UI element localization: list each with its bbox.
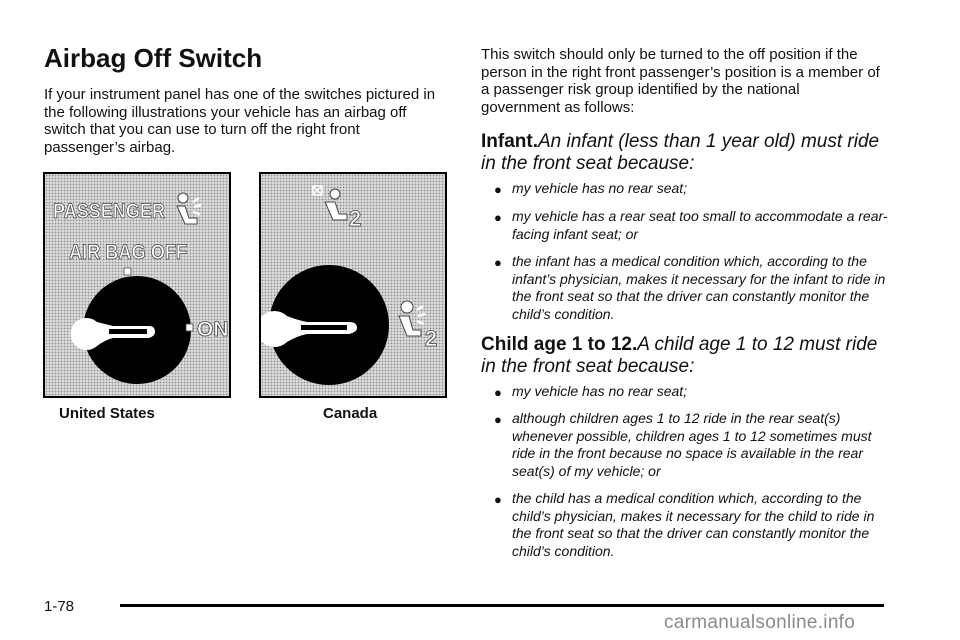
child-bullet-list — [481, 0, 901, 640]
off-indicator — [124, 268, 131, 275]
list-item: ● my vehicle has no rear seat; — [494, 180, 688, 197]
list-item: ● the infant has a medical condition which, according to the infant’s physician, makes it necessary for the infant to ride in the front seat so that the driver can constantly monitor the child’s condition. — [494, 253, 886, 322]
footer-rule — [120, 604, 884, 607]
list-item: ● the child has a medical condition which, according to the child’s physician, makes it necessary for the child to ride in the front seat so that the driver can constantly monitor the child’s condition. — [494, 490, 875, 559]
on-indicator — [186, 324, 193, 331]
airbag-off-label: AIR BAG OFF — [69, 241, 188, 264]
list-item: ● although children ages 1 to 12 ride in the rear seat(s) whenever possible, children ages 1 to 12 sometimes must ride in the front because no space is available in the rear seat(s) of my vehicle; or — [494, 410, 872, 479]
page-number: 1-78 — [44, 598, 75, 615]
passenger-airbag-icon — [177, 193, 201, 224]
watermark: carmanualsonline.info — [664, 612, 856, 633]
passenger-airbag-on-icon — [399, 301, 437, 351]
intro-paragraph: If your instrument panel has one of the switches pictured in the following illustrations your vehicle has an airbag off switch that you can use to turn off the right front passenger’s airbag. — [44, 86, 436, 156]
canada-badge-top: 2 — [349, 206, 362, 231]
passenger-label: PASSENGER — [53, 200, 165, 223]
child-heading: Child age 1 to 12. — [481, 334, 638, 355]
us-caption: United States — [59, 405, 155, 422]
infant-heading: Infant. — [481, 131, 538, 152]
us-switch-illustration — [43, 172, 231, 398]
canada-caption: Canada — [323, 405, 378, 422]
list-item: ● my vehicle has no rear seat; — [494, 383, 688, 400]
passenger-airbag-off-icon — [313, 186, 361, 231]
canada-badge-right: 2 — [425, 326, 438, 351]
page-title: Airbag Off Switch — [44, 43, 263, 73]
infant-lead: An infant (less than 1 year old) must ride in the front seat because: — [481, 131, 880, 174]
list-item: ● my vehicle has a rear seat too small to accommodate a rear-facing infant seat; or — [494, 208, 888, 242]
canada-switch-illustration — [259, 172, 447, 398]
right-intro: This switch should only be turned to the off position if the person in the right front passenger’s position is a member of a passenger risk group identified by the national government as follows: — [481, 46, 880, 116]
child-lead: A child age 1 to 12 must ride in the front seat because: — [481, 334, 878, 377]
on-label: ON — [197, 318, 229, 341]
